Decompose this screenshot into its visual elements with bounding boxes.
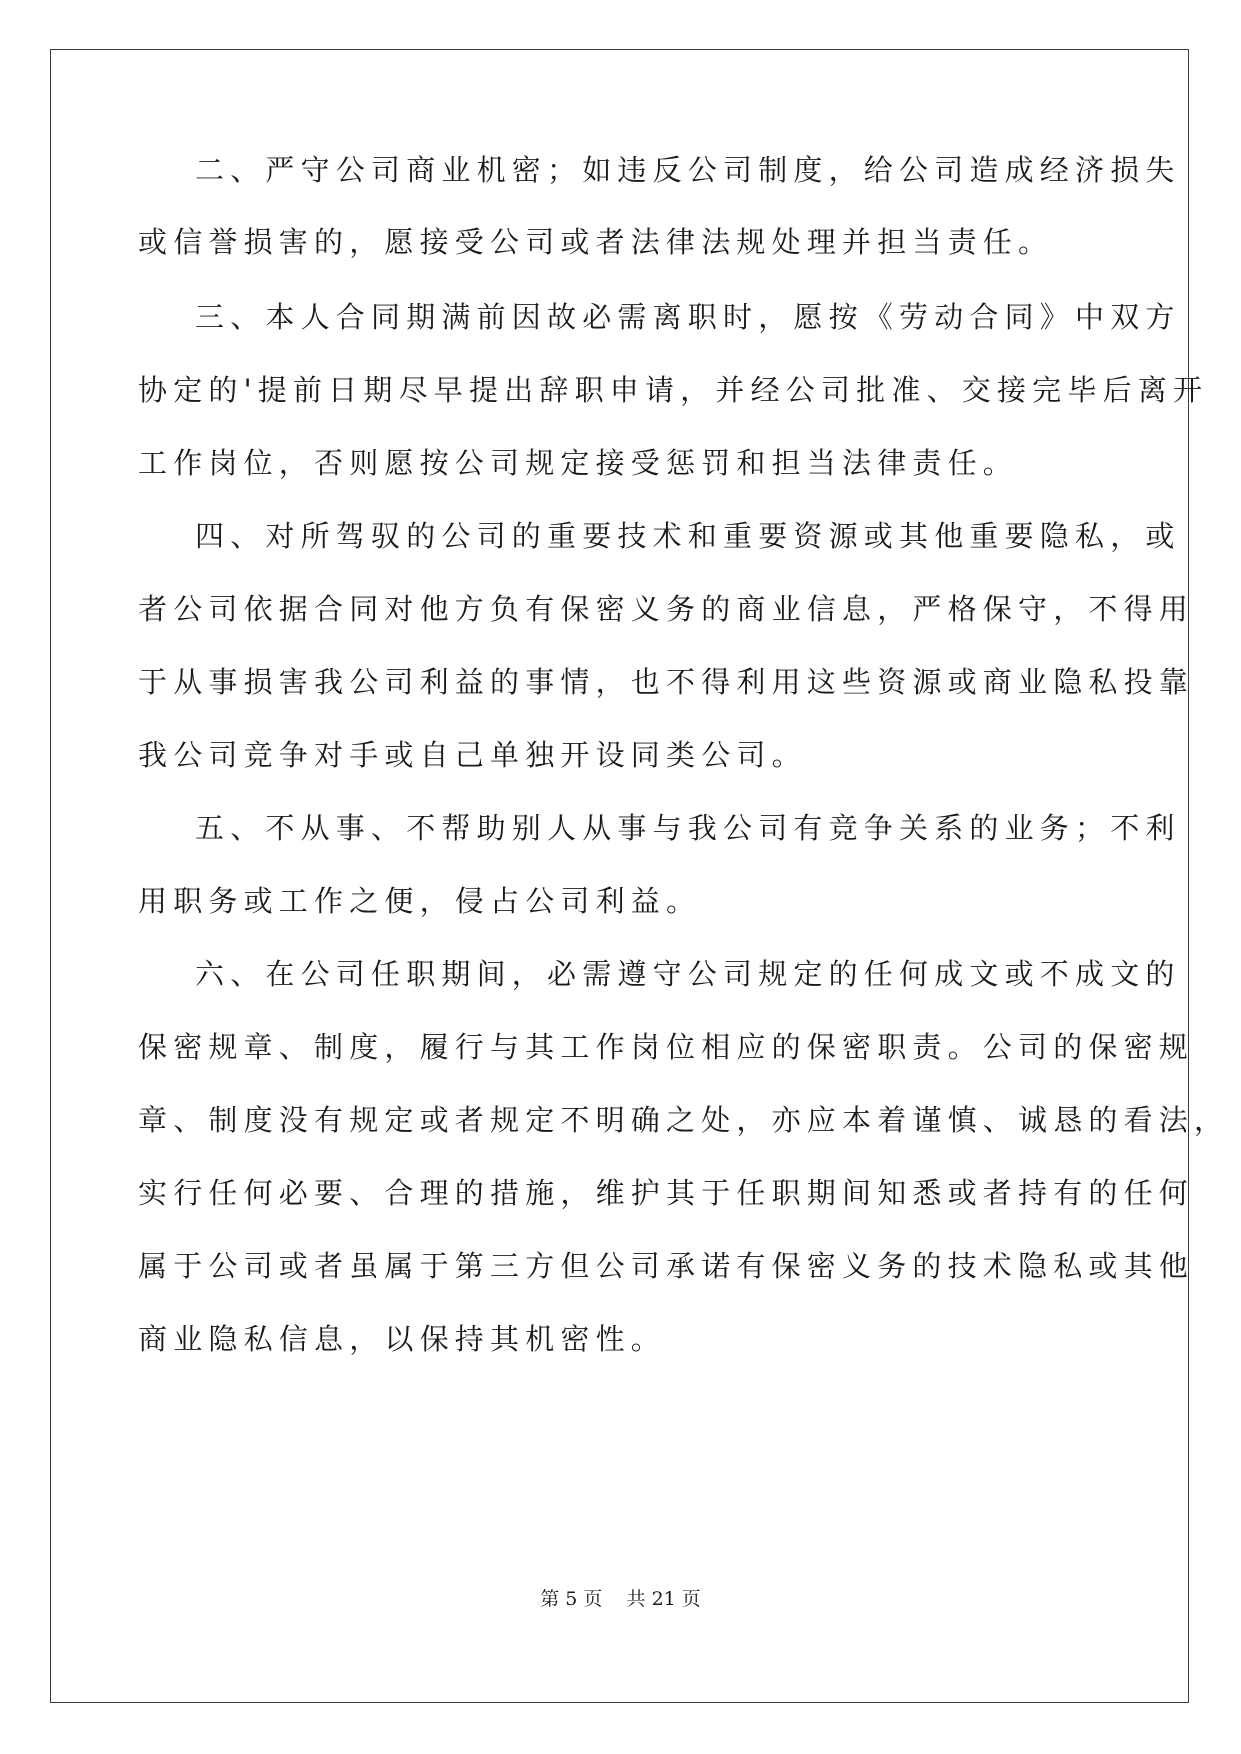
page-footer: 第 5 页 共 21 页 (540, 1588, 701, 1610)
paragraph-3-line-3: 工作岗位，否则愿按公司规定接受惩罚和担当法律责任。 (138, 446, 1019, 480)
paragraph-2-line-2: 或信誉损害的，愿接受公司或者法律法规处理并担当责任。 (138, 225, 1054, 259)
paragraph-3-line-2: 协定的'提前日期尽早提出辞职申请，并经公司批准、交接完毕后离开 (138, 373, 1209, 407)
paragraph-6-line-3: 章、制度没有规定或者规定不明确之处，亦应本着谨慎、诚恳的看法， (138, 1103, 1230, 1137)
paragraph-3-line-1: 三、本人合同期满前因故必需离职时，愿按《劳动合同》中双方 (195, 300, 1181, 334)
paragraph-6-line-6: 商业隐私信息，以保持其机密性。 (138, 1322, 667, 1356)
paragraph-6-line-5: 属于公司或者虽属于第三方但公司承诺有保密义务的技术隐私或其他 (138, 1249, 1195, 1283)
paragraph-4-line-2: 者公司依据合同对他方负有保密义务的商业信息，严格保守，不得用 (138, 592, 1195, 626)
paragraph-5-line-1: 五、不从事、不帮助别人从事与我公司有竞争关系的业务；不利 (195, 811, 1181, 845)
paragraph-4-line-4: 我公司竞争对手或自己单独开设同类公司。 (138, 738, 807, 772)
paragraph-6-line-2: 保密规章、制度，履行与其工作岗位相应的保密职责。公司的保密规 (138, 1030, 1195, 1064)
paragraph-2-line-1: 二、严守公司商业机密；如违反公司制度，给公司造成经济损失 (195, 153, 1181, 187)
paragraph-6-line-4: 实行任何必要、合理的措施，维护其于任职期间知悉或者持有的任何 (138, 1176, 1195, 1210)
paragraph-4-line-1: 四、对所驾驭的公司的重要技术和重要资源或其他重要隐私，或 (195, 519, 1181, 553)
paragraph-4-line-3: 于从事损害我公司利益的事情，也不得利用这些资源或商业隐私投靠 (138, 665, 1195, 699)
paragraph-6-line-1: 六、在公司任职期间，必需遵守公司规定的任何成文或不成文的 (195, 957, 1181, 991)
paragraph-5-line-2: 用职务或工作之便，侵占公司利益。 (138, 884, 702, 918)
